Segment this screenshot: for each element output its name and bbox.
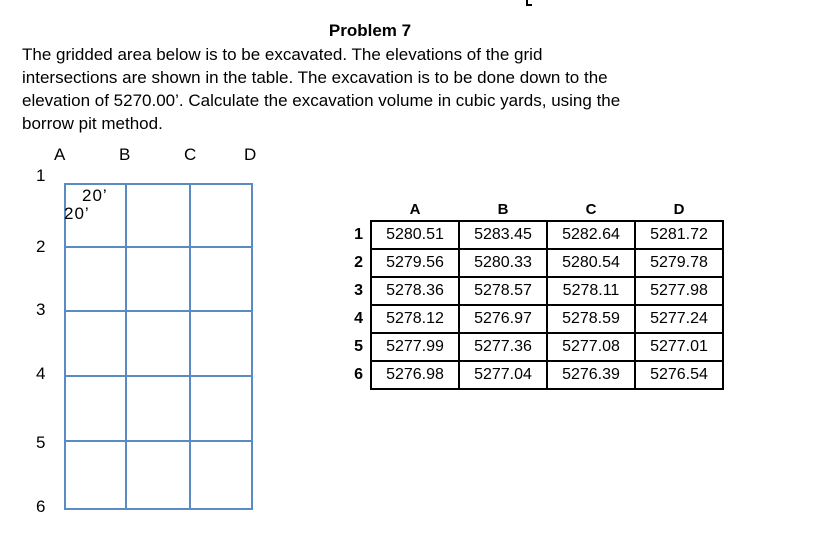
table-cell: 5280.33 (459, 249, 547, 277)
grid-line-vertical (125, 185, 127, 508)
grid-row-label-2: 2 (36, 237, 46, 256)
table-cell: 5277.04 (459, 361, 547, 389)
table-col-header: D (673, 200, 685, 218)
grid-col-label-a: A (54, 145, 66, 164)
table-cell: 5279.78 (635, 249, 723, 277)
grid-col-label-d: D (244, 145, 257, 164)
description-line: The gridded area below is to be excavated. The elevations of the grid (22, 45, 543, 64)
page-corner-mark (526, 0, 532, 6)
problem-description (22, 43, 742, 135)
description-line: elevation of 5270.00’. Calculate the excavation volume in cubic yards, using the (22, 91, 621, 110)
table-cell: 5276.98 (371, 361, 459, 389)
table-row (334, 277, 723, 305)
table-cell: 5278.36 (371, 277, 459, 305)
table-row (334, 249, 723, 277)
grid-row-label-5: 5 (36, 433, 46, 452)
grid-row-label-4: 4 (36, 364, 46, 383)
table-cell: 5278.59 (547, 305, 635, 333)
grid-row-label-6: 6 (36, 497, 46, 516)
table-row-header: 4 (354, 310, 363, 327)
table-cell: 5277.99 (371, 333, 459, 361)
excavation-grid (64, 183, 253, 510)
table-cell: 5277.36 (459, 333, 547, 361)
grid-dimension-vertical: 20’ (64, 204, 90, 223)
table-cell: 5278.12 (371, 305, 459, 333)
table-col-header: A (409, 200, 421, 218)
table-cell: 5277.98 (635, 277, 723, 305)
table-cell: 5283.45 (459, 221, 547, 249)
table-row (334, 333, 723, 361)
grid-line-horizontal (66, 246, 251, 248)
problem-title: Problem 7 (328, 21, 412, 40)
grid-row-label-3: 3 (36, 300, 46, 319)
grid-line-vertical (189, 185, 191, 508)
table-row-header: 1 (354, 226, 363, 243)
grid-col-label-b: B (119, 145, 131, 164)
table-row (334, 221, 723, 249)
grid-line-horizontal (66, 375, 251, 377)
table-col-header: B (497, 200, 509, 218)
grid-dimension-horizontal: 20’ (82, 186, 108, 205)
table-row (334, 361, 723, 389)
table-cell: 5276.39 (547, 361, 635, 389)
table-col-header: C (585, 200, 597, 218)
table-row-header: 5 (354, 338, 363, 355)
table-row-header: 2 (354, 254, 363, 271)
table-cell: 5278.57 (459, 277, 547, 305)
table-cell: 5277.01 (635, 333, 723, 361)
grid-col-label-c: C (184, 145, 197, 164)
table-row (334, 305, 723, 333)
grid-row-label-1: 1 (36, 166, 46, 185)
table-cell: 5276.97 (459, 305, 547, 333)
grid-line-horizontal (66, 440, 251, 442)
table-cell: 5282.64 (547, 221, 635, 249)
table-cell: 5276.54 (635, 361, 723, 389)
table-row-header: 3 (354, 282, 363, 299)
description-line: intersections are shown in the table. The excavation is to be done down to the (22, 68, 608, 87)
table-cell: 5280.54 (547, 249, 635, 277)
elevation-table (334, 198, 724, 390)
table-header-row (334, 198, 723, 221)
table-cell: 5277.24 (635, 305, 723, 333)
description-line: borrow pit method. (22, 114, 163, 133)
table-cell: 5279.56 (371, 249, 459, 277)
table-cell: 5278.11 (547, 277, 635, 305)
table-cell: 5277.08 (547, 333, 635, 361)
table-row-header: 6 (354, 366, 363, 383)
table-cell: 5280.51 (371, 221, 459, 249)
grid-line-horizontal (66, 310, 251, 312)
table-cell: 5281.72 (635, 221, 723, 249)
